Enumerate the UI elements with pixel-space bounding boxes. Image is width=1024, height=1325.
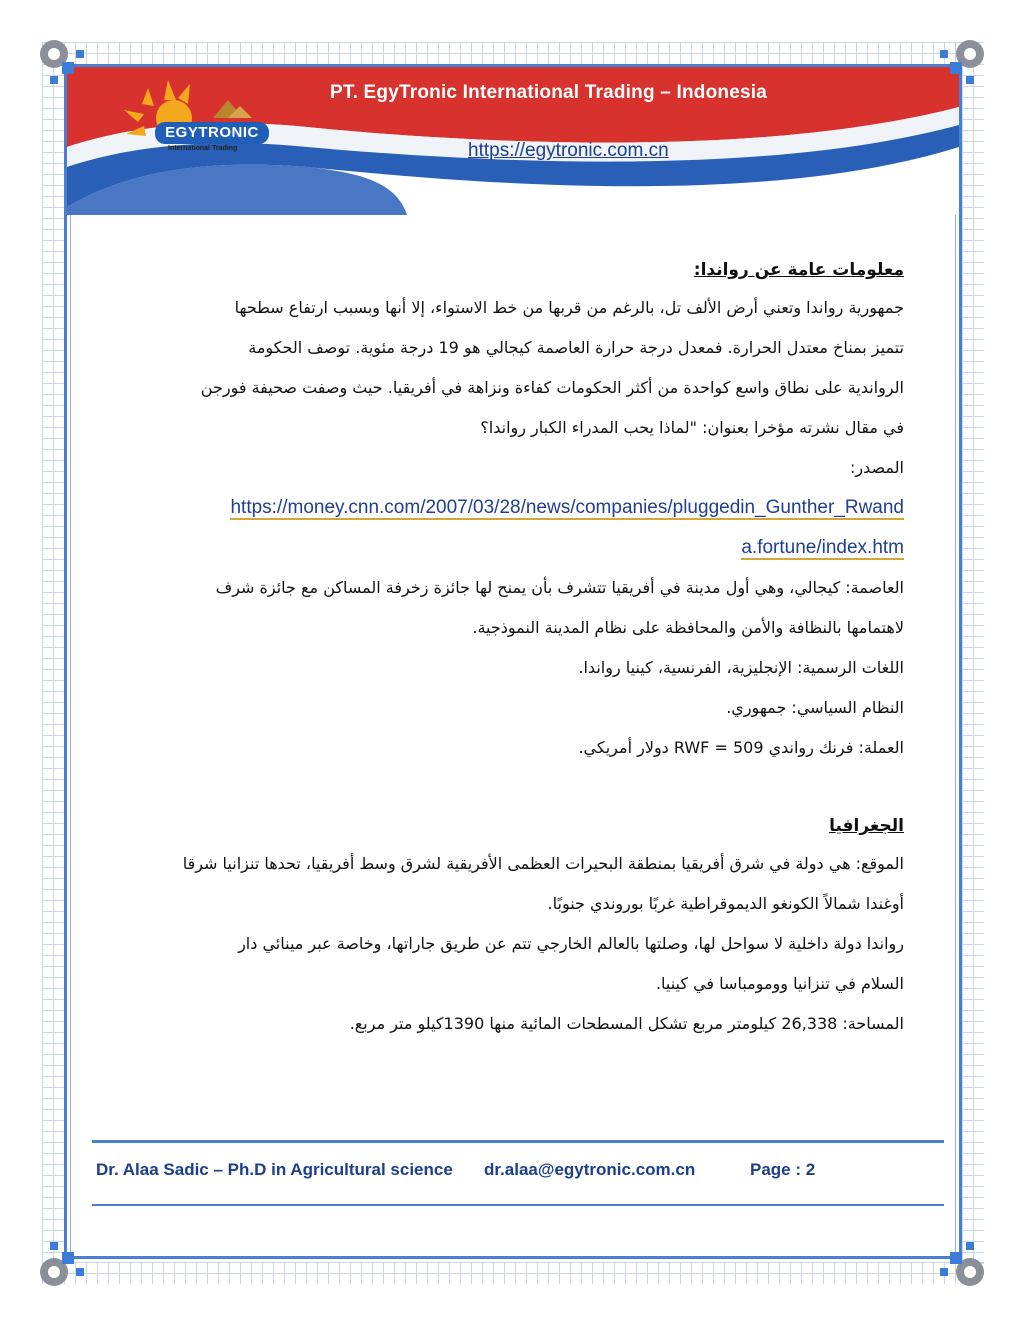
area-line: المساحة: 26,338 كيلومتر مربع تشكل المسطحات المائية منها 1390كيلو متر مربع. <box>349 1014 904 1033</box>
capital-line: لاهتمامها بالنظافة والأمن والمحافظة على نظام المدينة النموذجية. <box>472 618 904 637</box>
location-line: الموقع: هي دولة في شرق أفريقيا بمنطقة البحيرات العظمى الأفريقية لشرق وسط أفريقيا، تحدها تنزانيا شرقا <box>182 854 904 873</box>
footer-author: Dr. Alaa Sadic – Ph.D in Agricultural science <box>96 1160 453 1179</box>
paragraph-line: الرواندية على نطاق واسع كواحدة من أكثر الحكومات كفاءة ونزاهة في أفريقيا. حيث وصفت صحيفة فورجن <box>200 378 904 397</box>
corner-ornament-bottom-right <box>938 1240 984 1286</box>
paragraph-line: في مقال نشرته مؤخرا بعنوان: "لماذا يحب المدراء الكبار رواندا؟ <box>480 418 904 437</box>
source-url-link-continued[interactable] <box>118 528 904 568</box>
corner-ornament-bottom-left <box>40 1240 86 1286</box>
footer-page-number: Page : 2 <box>750 1160 816 1179</box>
grid-border-bottom <box>42 1262 984 1284</box>
landlocked-line: رواندا دولة داخلية لا سواحل لها، وصلتها بالعالم الخارجي تتم عن طريق جاراتها، وخاصة عبر مينائي دار <box>238 934 904 953</box>
landlocked-line: السلام في تنزانيا وومومباسا في كينيا. <box>655 974 904 993</box>
logo-wordmark: EGYTRONIC <box>155 122 269 144</box>
grid-border-right <box>962 42 984 1284</box>
main-content <box>118 252 904 1044</box>
currency-line: العملة: فرنك رواندي RWF = 509 دولار أمريكي. <box>578 738 904 757</box>
paragraph-line: تتميز بمناخ معتدل الحرارة. فمعدل درجة حرارة العاصمة كيجالي هو 19 درجة مئوية. توصف الحكومة <box>248 338 904 357</box>
frame-line-right <box>959 64 962 1259</box>
capital-line: العاصمة: كيجالي، وهي أول مدينة في أفريقيا تتشرف بأن يمنح لها جائزة زخرفة المساكن مع جائزة شرف <box>215 578 904 597</box>
source-label: المصدر: <box>850 458 904 477</box>
frame-line-bottom <box>64 1256 962 1259</box>
corner-ornament-top-left <box>40 40 86 86</box>
heading-general-info: معلومات عامة عن رواندا: <box>693 260 904 280</box>
languages-line: اللغات الرسمية: الإنجليزية، الفرنسية، كينيا رواندا. <box>578 658 904 677</box>
source-url-link[interactable] <box>118 488 904 528</box>
frame-inner-right <box>955 70 956 1253</box>
political-system-line: النظام السياسي: جمهوري. <box>726 698 904 717</box>
paragraph-line: جمهورية رواندا وتعني أرض الألف تل، بالرغم من قربها من خط الاستواء، إلا أنها وبسبب ارتفاع سطحها <box>234 298 904 317</box>
footer-email-link[interactable]: dr.alaa@egytronic.com.cn <box>484 1160 696 1179</box>
grid-border-left <box>42 42 64 1284</box>
corner-ornament-top-right <box>938 40 984 86</box>
footer-divider-bottom <box>92 1204 944 1206</box>
frame-inner-left <box>70 70 71 1253</box>
heading-geography: الجغرافيا <box>829 816 904 836</box>
company-title: PT. EgyTronic International Trading – Indonesia <box>330 82 767 103</box>
grid-border-top <box>42 42 984 64</box>
logo-subtitle: International Trading <box>168 145 238 152</box>
source-url-line-1[interactable]: https://money.cnn.com/2007/03/28/news/companies/pluggedin_Gunther_Rwand <box>230 497 904 518</box>
location-line: أوغندا شمالاً الكونغو الديموقراطية غربًا بوروندي جنوبًا. <box>547 894 904 913</box>
footer-divider-top <box>92 1140 944 1143</box>
source-url-line-2[interactable]: a.fortune/index.htm <box>741 537 904 558</box>
frame-line-left <box>64 64 67 1259</box>
company-website-link[interactable]: https://egytronic.com.cn <box>468 140 669 161</box>
